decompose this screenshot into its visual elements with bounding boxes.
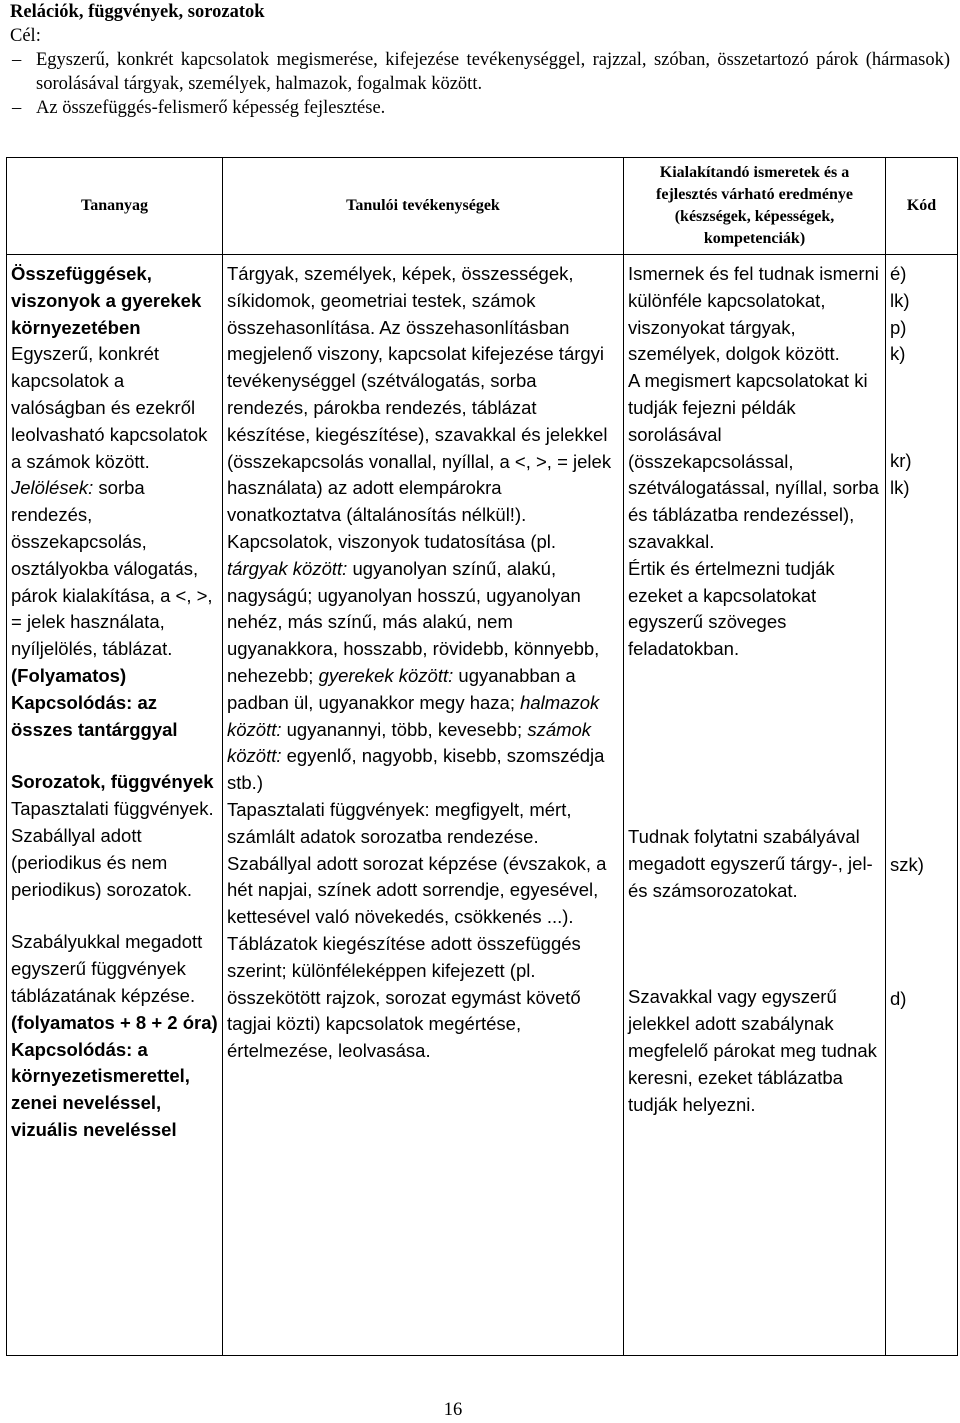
topic-heading: Összefüggések, viszonyok a gyerekek környezetében [11, 263, 202, 338]
topic-text: Egyszerű, konkrét kapcsolatok a valóságban és ezekről leolvasható kapcsolatok a számok között. [11, 343, 208, 472]
topic-text: Tapasztalati függvények. [11, 798, 214, 820]
curriculum-table [6, 157, 958, 1356]
activities-cell [223, 255, 624, 1356]
goal-list [10, 48, 950, 120]
topic-duration: (folyamatos + 8 + 2 óra) [11, 1011, 218, 1033]
activity-paragraph: Tapasztalati függvények: megfigyelt, mért, számlált adatok sorozatba rendezése. [227, 798, 572, 847]
topic-connection: Kapcsolódás: az összes tantárggyal [11, 691, 178, 740]
header-kod: Kód [886, 158, 958, 255]
header-tanuloi-tevekenysegek: Tanulói tevékenységek [223, 158, 624, 255]
code-label: szk) [890, 853, 924, 875]
page-number: 16 [443, 1400, 463, 1420]
document-title: Relációk, függvények, sorozatok [10, 2, 265, 22]
table-header-row [7, 158, 958, 255]
outcome-paragraph: A megismert kapcsolatokat ki tudják fejezni példák sorolásával (összekapcsolással, szétválogatással, nyíllal, sorba és táblázatba rendezéssel), szavakkal. [628, 370, 879, 552]
outcome-paragraph: Tudnak folytatni szabályával megadott egyszerű tárgy-, jel- és számsorozatokat. [628, 825, 873, 901]
activity-paragraph: tárgyak között: ugyanolyan színű, alakú, nagyságú; ugyanolyan hosszú, ugyanolyan nehéz, más színű, más alakú, nem ugyanakkora, hosszabb, rövidebb, könnyebb, nehezebb; gyerekek között: ugyanabban a padban ül, ugyanakkor megy haza; halmazok között: ugyanannyi, több, kevesebb; számok között: egyenlő, nagyobb, kisebb, szomszédja stb.) [227, 557, 605, 794]
header-tananyag: Tananyag [7, 158, 223, 255]
activity-paragraph: Kapcsolatok, viszonyok tudatosítása (pl. [227, 530, 557, 552]
outcomes-cell [624, 255, 886, 1356]
goal-label: Cél: [10, 26, 41, 46]
table-row [7, 255, 958, 1356]
activity-paragraph: Táblázatok kiegészítése adott összefüggés szerint; különféleképpen kifejezett (pl. összekötött rajzok, sorozat egymást követő tagjai közti) kapcsolatok megértése, értelmezése, leolvasása. [227, 932, 581, 1062]
activity-paragraph: Szabállyal adott sorozat képzése (évszakok, a hét napjai, színek adott sorrendje, egyesével, kettesével való növekedés, csökkenés ...). [227, 852, 607, 928]
code-label: lk) [890, 289, 910, 311]
goal-item: – Az összefüggés-felismerő képesség fejlesztése. [12, 98, 386, 118]
topic-heading: Sorozatok, függvények [11, 771, 214, 793]
dash-bullet: – [12, 98, 22, 118]
outcome-paragraph: Szavakkal vagy egyszerű jelekkel adott szabálynak megfelelő párokat meg tudnak keresni, ezeket táblázatba tudják helyezni. [628, 986, 877, 1115]
code-label: lk) [890, 476, 910, 498]
header-kialakitando-ismeretek: Kialakítandó ismeretek és a fejlesztés várható eredménye (készségek, képességek, kompetenciák) [624, 158, 886, 255]
tananyag-cell [7, 255, 223, 1356]
topic-notation: Jelölések: sorba rendezés, összekapcsolás, osztályokba válogatás, párok kialakítása, a <, >, = jelek használata, nyíljelölés, táblázat. [11, 477, 213, 660]
code-label: d) [890, 987, 907, 1009]
topic-text: Szabályukkal megadott egyszerű függvények táblázatának képzése. [11, 931, 203, 1006]
code-label: k) [890, 343, 906, 365]
document-header [10, 0, 950, 120]
outcome-paragraph: Értik és értelmezni tudják ezeket a kapcsolatokat egyszerű szöveges feladatokban. [628, 557, 835, 660]
code-cell [886, 255, 958, 1356]
activity-paragraph: Tárgyak, személyek, képek, összességek, síkidomok, geometriai testek, számok összehasonlítása. Az összehasonlításban megjelenő viszony, kapcsolat kifejezése tárgyi tevékenységgel (szétválogatás, sorba rendezés, párokba rendezés, táblázat készítése, kiegészítése), szavakkal és jelekkel (összekapcsolás vonallal, nyíllal, a <, >, = jelek használata) az adott elempárokra vonatkoztatva (általánosítás nélkül!). [227, 263, 612, 526]
code-label: kr) [890, 450, 912, 472]
outcome-paragraph: Ismernek és fel tudnak ismerni különféle kapcsolatokat, viszonyokat tárgyak, személyek, dolgok között. [628, 263, 879, 365]
topic-connection: Kapcsolódás: a környezetismerettel, zenei neveléssel, vizuális neveléssel [11, 1038, 190, 1140]
code-label: p) [890, 316, 907, 338]
dash-bullet: – [12, 50, 22, 70]
topic-text: Szabállyal adott (periodikus és nem periodikus) sorozatok. [11, 824, 192, 900]
goal-item: – Egyszerű, konkrét kapcsolatok megismerése, kifejezése tevékenységgel, rajzzal, szóban, összetartozó párok (hármasok) sorolásával tárgyak, személyek, halmazok, fogalmak között. [12, 50, 950, 94]
code-label: é) [890, 263, 907, 284]
topic-duration: (Folyamatos) [11, 664, 127, 686]
